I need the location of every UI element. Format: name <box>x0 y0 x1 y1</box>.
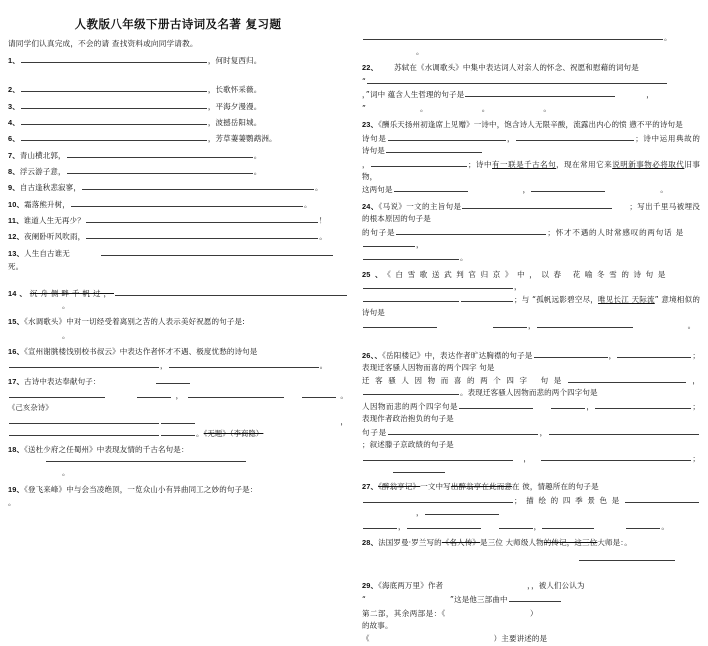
item-number: 27、 <box>362 482 379 492</box>
item-text-end: ！ <box>318 215 327 225</box>
question-item-4 <box>8 117 348 129</box>
comma: ， <box>528 321 536 331</box>
separator: ， <box>538 427 548 437</box>
page-title: 人教版八年级下册古诗词及名著 复习题 <box>74 17 282 31</box>
question-item-25-line3 <box>362 320 700 332</box>
item-text: 苏轼在《水调歌头》中集中表达词人对亲人的怀念、祝愿和慰藉的词句是 <box>394 62 639 72</box>
item-text: ，何时复西归。 <box>207 55 262 65</box>
period: 。 <box>62 468 70 478</box>
answer-blank[interactable] <box>363 388 459 395</box>
item-text: 这两句是 <box>362 185 393 195</box>
question-item-9 <box>8 182 348 194</box>
question-item-6 <box>8 133 348 145</box>
item-text: 《海底两万里》作者 <box>378 581 444 591</box>
question-item-22-close <box>362 103 700 115</box>
question-item-19 <box>8 484 348 496</box>
item-number: 14、 <box>8 288 30 298</box>
label: 的句子是 <box>362 227 396 237</box>
item-number: 12、 <box>8 232 25 242</box>
answer-blank[interactable] <box>161 428 195 435</box>
label: 句子是 <box>362 427 387 437</box>
answer-blank[interactable] <box>509 595 561 602</box>
answer-blank[interactable] <box>407 521 481 528</box>
item-text: ” 意境相似的诗句是 <box>362 295 700 317</box>
answer-blank[interactable] <box>394 185 468 192</box>
item-text: 是三位 大师级人物 <box>480 537 544 547</box>
item-text: ，现在常用它来 <box>556 159 613 169</box>
item-text: 《 <box>362 634 370 644</box>
item-text: 旧事物， <box>362 159 700 181</box>
separator: 。 <box>196 428 204 438</box>
period: 。 <box>420 103 428 113</box>
period: 。 <box>687 321 696 331</box>
item-text: ；表现作者政治抱负的句子是 <box>362 402 700 424</box>
answer-blank[interactable] <box>21 85 207 92</box>
answer-blank[interactable] <box>363 239 415 246</box>
item-text: 人生自古谁无 <box>24 248 70 258</box>
comma: ， <box>522 185 531 195</box>
question-item-16 <box>8 346 348 358</box>
item-number: 13、 <box>8 248 25 258</box>
separator: 。 <box>336 390 348 400</box>
answer-blank[interactable] <box>9 361 159 368</box>
item-text: 法国罗曼·罗兰写的 <box>378 537 442 547</box>
item-text-end: 。 <box>62 330 70 340</box>
question-item-23-line3 <box>362 159 700 183</box>
item-number: 4、 <box>8 117 20 127</box>
question-item-23-line4 <box>362 184 700 196</box>
answer-blank[interactable] <box>363 33 663 40</box>
separator: ， <box>533 521 542 531</box>
answer-blank[interactable] <box>549 428 699 435</box>
item-text: ；怀才不遇的人时常感叹的两句话 是 <box>547 227 684 237</box>
answer-blank[interactable] <box>541 453 691 460</box>
question-item-25-line2 <box>362 294 700 318</box>
question-item-26-line3 <box>362 401 700 425</box>
item-text-end: 。 <box>319 232 327 242</box>
question-item-27 <box>362 481 700 493</box>
answer-blank[interactable] <box>302 390 336 397</box>
question-item-11 <box>8 215 348 227</box>
source-citation-struck: 《无题》（李商隐） <box>203 428 264 438</box>
left-column <box>8 10 354 508</box>
question-item-28-blank <box>362 553 700 565</box>
answer-blank[interactable] <box>459 402 533 409</box>
item-text: 自古逢秋悲寂寥， <box>19 183 82 193</box>
item-text: 《宣州谢朓楼饯别校书叔云》中表达作者怀才不遇、极度忧愁的诗句是 <box>24 347 258 357</box>
answer-blank[interactable] <box>425 508 499 515</box>
question-item-24-line3 <box>362 252 700 264</box>
comma: ， <box>514 281 522 291</box>
answer-blank[interactable] <box>21 134 207 141</box>
separator: ， <box>506 133 516 143</box>
answer-blank[interactable] <box>363 321 437 328</box>
answer-blank[interactable] <box>161 416 195 423</box>
item-text: ，波撼岳阳城。 <box>207 117 262 127</box>
period: 。 <box>8 498 16 508</box>
separator: ， <box>514 453 541 463</box>
right-column <box>354 10 701 644</box>
comma: ， <box>416 239 424 249</box>
separator: ， <box>160 360 168 370</box>
answer-blank[interactable] <box>462 201 612 208</box>
separator: ， <box>686 376 700 386</box>
item-text: 《送杜少府之任蜀州》中表现友情的千古名句是： <box>24 445 189 455</box>
comma: ， <box>646 90 654 100</box>
answer-blank[interactable] <box>595 402 691 409</box>
item-text: 《登飞来峰》中与会当凌绝顶，一览众山小有异曲同工之妙的句子是： <box>24 484 258 494</box>
answer-blank[interactable] <box>115 288 347 295</box>
question-item-25 <box>362 269 700 293</box>
item-text-underlined: 唯见长江 天际流 <box>598 295 655 305</box>
item-number: 19、 <box>8 484 25 494</box>
answer-blank[interactable] <box>86 232 318 239</box>
question-item-1 <box>8 55 348 67</box>
answer-blank[interactable] <box>388 133 506 140</box>
answer-blank[interactable] <box>9 390 105 397</box>
quote-mark: ” <box>362 103 367 113</box>
item-text: ；写出千里马被埋没的根本原因的句子是 <box>362 201 701 223</box>
question-item-3 <box>8 101 348 113</box>
answer-blank[interactable] <box>71 199 303 206</box>
item-number: 8、 <box>8 166 20 176</box>
period: 。 <box>416 46 424 56</box>
item-text-underlined: 有一联是千古名句 <box>492 159 557 169</box>
answer-rule[interactable] <box>46 461 246 462</box>
label: 人因物而悲的两个四字句是 <box>362 402 458 412</box>
question-item-27-line3 <box>362 521 700 533</box>
question-item-26-line4 <box>362 427 700 451</box>
item-text: 夜阑卧听风吹雨， <box>24 232 86 242</box>
item-text: 的故事。 <box>362 620 393 630</box>
item-text-struck: 沉舟侧畔千帆过， <box>29 288 114 298</box>
item-number: 17、 <box>8 377 25 387</box>
answer-blank[interactable] <box>367 76 667 83</box>
spacer <box>362 337 700 350</box>
item-text: 谁道人生无再少？ <box>23 215 85 225</box>
item-text: ，长歌怀采薇。 <box>207 85 262 95</box>
continuation-blank-line <box>362 32 700 44</box>
item-title-struck: 《名人传》 <box>441 537 481 547</box>
separator: ； <box>692 453 700 463</box>
separator: ， <box>196 416 348 426</box>
question-item-8 <box>8 166 348 178</box>
item-number: 23、 <box>362 120 379 130</box>
answer-blank[interactable] <box>21 101 207 108</box>
answer-blank[interactable] <box>9 428 159 435</box>
answer-blank[interactable] <box>461 295 513 302</box>
question-item-17 <box>8 376 348 388</box>
source-citation: 《己亥杂诗》 <box>8 402 53 412</box>
question-item-23-line2 <box>362 133 700 157</box>
item-text: ，芳草萋萋鹦鹉洲。 <box>207 134 277 144</box>
item-number: 28、 <box>362 537 379 547</box>
answer-blank[interactable] <box>363 521 397 528</box>
question-item-29-line2 <box>362 594 700 606</box>
item-text: ”这是他三部曲中 <box>450 594 508 604</box>
period: 。 <box>481 103 490 113</box>
continuation-period <box>362 46 700 58</box>
item-text-underlined: 说明新事物必将取代 <box>612 159 685 169</box>
answer-blank[interactable] <box>67 150 253 157</box>
answer-blank[interactable] <box>363 453 513 460</box>
question-item-22-quote <box>362 76 700 88</box>
item-number: 9、 <box>8 183 20 193</box>
question-item-23 <box>362 119 700 131</box>
item-text: ；表现迁客骚人因物而喜的两个四字 句是 <box>362 350 701 372</box>
item-number: 10、 <box>8 199 25 209</box>
item-text: ，被人们公认为 <box>531 581 585 591</box>
answer-blank[interactable] <box>537 321 633 328</box>
item-number: 22、 <box>362 62 379 72</box>
question-item-22-mid <box>362 89 700 101</box>
answer-blank[interactable] <box>371 159 467 166</box>
item-text: ）主要讲述的是 <box>493 634 548 644</box>
answer-blank[interactable] <box>499 521 533 528</box>
answer-blank[interactable] <box>625 495 699 502</box>
item-text-end: 。 <box>253 150 262 160</box>
answer-blank[interactable] <box>465 90 615 97</box>
item-text: ；描绘的四季景色是 <box>514 495 624 505</box>
item-number: 18、 <box>8 445 25 455</box>
question-item-27-line2 <box>362 495 700 519</box>
answer-blank[interactable] <box>393 465 445 472</box>
quote-mark: “ <box>362 76 367 86</box>
question-item-29-line3 <box>362 608 700 632</box>
item-text: 浮云游子意， <box>19 166 66 176</box>
item-text: 古诗中表达奉献句子： <box>24 377 101 387</box>
separator: 。 <box>319 360 328 370</box>
item-text: 。表现迁客骚人因物而悲的两个四字句是 <box>460 388 598 398</box>
item-text-end: 死。 <box>8 262 24 272</box>
question-item-26-line2 <box>362 375 700 399</box>
question-item-29-line4 <box>362 633 700 645</box>
answer-blank[interactable] <box>169 361 319 368</box>
question-item-7 <box>8 150 348 162</box>
question-item-19-tail <box>8 497 348 509</box>
answer-blank[interactable] <box>363 495 513 502</box>
item-number: 11、 <box>8 215 24 225</box>
question-item-24 <box>362 201 700 225</box>
separator: ， <box>172 390 187 400</box>
answer-blank[interactable] <box>137 390 171 397</box>
item-text: 青山横北郭， <box>19 150 66 160</box>
question-item-13-cont <box>8 261 348 273</box>
answer-blank[interactable] <box>388 428 538 435</box>
item-text: 《水调歌头》中对一切经受着离别之苦的人表示美好祝愿的句子是: <box>24 317 245 327</box>
answer-blank[interactable] <box>386 146 482 153</box>
answer-blank[interactable] <box>82 183 314 190</box>
answer-blank[interactable] <box>568 376 686 383</box>
question-item-13 <box>8 248 348 260</box>
item-text: ；叙述滕子京政绩的句子是 <box>362 440 454 450</box>
question-item-28 <box>362 537 700 549</box>
answer-blank[interactable] <box>551 402 585 409</box>
question-item-16-blanks <box>8 360 348 372</box>
answer-blank[interactable] <box>534 350 608 357</box>
item-text: 大师是：。 <box>597 537 632 547</box>
separator: ， <box>527 581 532 591</box>
question-item-17-line2 <box>8 416 348 440</box>
item-number: 6、 <box>8 134 20 144</box>
item-text: ） <box>529 608 538 618</box>
item-number: 26、、 <box>362 350 383 360</box>
separator: ， <box>398 521 406 531</box>
label: 迁客骚人因物而喜的两个四字 句是 <box>362 376 567 386</box>
item-text: 一文中写 <box>420 482 451 492</box>
item-text: 在 彼，情趣所在的句子是 <box>512 482 599 492</box>
answer-blank[interactable] <box>363 295 459 302</box>
question-item-15-tail <box>8 330 348 342</box>
question-item-17-line1 <box>8 390 348 414</box>
question-item-29 <box>362 580 700 592</box>
period: 。 <box>660 185 668 195</box>
separator: ， <box>362 159 371 169</box>
spacer <box>8 275 348 288</box>
item-number: 29、 <box>362 581 379 591</box>
answer-blank[interactable] <box>617 350 691 357</box>
question-item-18-tail <box>8 467 348 479</box>
label: 诗句是 <box>362 133 387 143</box>
item-number: 16、 <box>8 347 25 357</box>
answer-blank[interactable] <box>626 521 660 528</box>
answer-blank[interactable] <box>542 521 594 528</box>
item-text: 霜落熊升树， <box>24 199 70 209</box>
item-text: 第二部，其余两部是：《 <box>362 608 446 618</box>
item-text-end: 。 <box>303 199 312 209</box>
question-item-10 <box>8 199 348 211</box>
item-text: ；诗中运用典故的诗句是 <box>362 133 700 155</box>
question-item-2 <box>8 84 348 96</box>
answer-blank[interactable] <box>9 416 159 423</box>
answer-blank[interactable] <box>493 321 527 328</box>
spacer <box>8 71 348 84</box>
item-number: 25、 <box>362 269 388 279</box>
item-text: ，平海夕漫漫。 <box>207 101 262 111</box>
spacer <box>362 10 700 32</box>
separator: ， <box>608 350 617 360</box>
period: 。 <box>664 33 672 42</box>
answer-blank[interactable] <box>21 56 207 63</box>
answer-blank[interactable] <box>21 118 207 125</box>
question-item-24-line2 <box>362 227 700 251</box>
question-item-14 <box>8 288 348 312</box>
answer-blank[interactable] <box>156 377 190 384</box>
answer-blank[interactable] <box>396 227 546 234</box>
item-number: 7、 <box>8 150 20 160</box>
item-number: 3、 <box>8 101 20 111</box>
question-item-18 <box>8 444 348 456</box>
answer-blank[interactable] <box>363 281 513 288</box>
question-item-22 <box>362 62 700 74</box>
item-text-end: 。 <box>253 166 262 176</box>
answer-blank[interactable] <box>101 248 333 255</box>
answer-blank[interactable] <box>67 167 253 174</box>
item-text: 《白雪歌送武判官归京》中，以春 花喻冬雪的诗句是 <box>387 269 670 279</box>
item-number: 24、 <box>362 201 379 211</box>
item-text: ；诗中 <box>468 159 493 169</box>
item-number: 2、 <box>8 85 20 95</box>
item-text: 《马说》一文的主旨句是 <box>378 201 462 211</box>
question-item-26 <box>362 350 700 374</box>
item-text: ；与 “孤帆远影碧空尽， <box>514 295 599 305</box>
separator: ， <box>585 402 595 412</box>
answer-blank[interactable] <box>86 215 318 222</box>
question-item-12 <box>8 231 348 243</box>
item-text-end: 。 <box>315 183 323 193</box>
answer-blank[interactable] <box>516 133 634 140</box>
answer-blank[interactable] <box>579 554 675 561</box>
quote-mark: “ <box>362 594 367 604</box>
item-title-struck: 《醉翁亭记》 <box>378 482 421 492</box>
item-number: 15、 <box>8 317 25 327</box>
item-text: 《酬乐天扬州初逢席上见赠》一诗中，饱含诗人无限辛酸，流露出内心的愤 懑不平的诗句是 <box>378 120 683 130</box>
question-item-26-line5 <box>362 453 700 477</box>
instruction-text: 请同学们认真完成，不会的请 查找资料或向同学请教。 <box>8 38 198 48</box>
answer-blank[interactable] <box>188 390 284 397</box>
item-text: ”词中 蕴含人生哲理的句子是 <box>365 90 465 100</box>
period: 。 <box>460 253 468 263</box>
separator: ， <box>416 507 424 517</box>
period: 。 <box>543 103 552 113</box>
separator: ， <box>362 90 366 100</box>
answer-blank[interactable] <box>363 253 459 260</box>
item-number: 1、 <box>8 55 20 65</box>
item-text-struck: 出醉翁亭在此而意 <box>450 482 513 492</box>
question-item-15 <box>8 316 348 328</box>
answer-blank[interactable] <box>531 185 605 192</box>
item-text-struck: 的传记，这三位 <box>543 537 598 547</box>
item-text: 《岳阳楼记》中，表达作者旷达胸襟的句子是 <box>382 350 533 360</box>
item-text-end: 。 <box>62 300 70 310</box>
period: 。 <box>661 521 669 531</box>
